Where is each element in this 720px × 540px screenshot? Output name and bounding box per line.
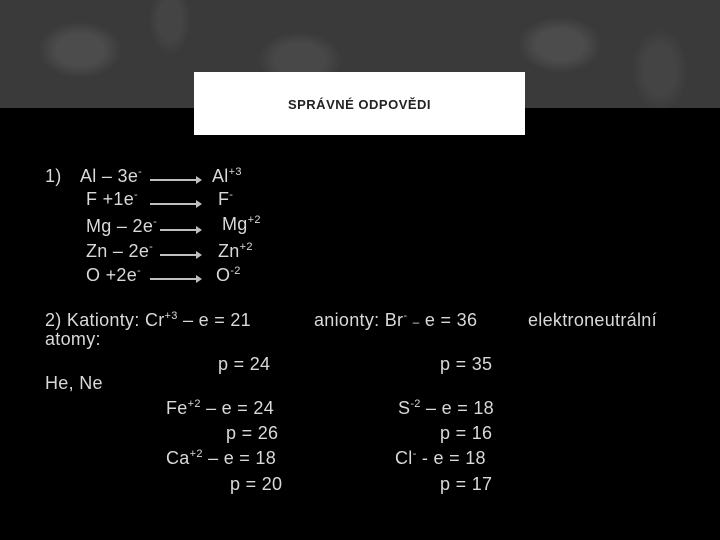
reaction-arrow-icon [150,179,200,181]
q1-row-left: Al – 3e- [80,166,143,186]
cr-protons: p = 24 [218,354,271,374]
title-box [194,72,525,135]
q1-number: 1) [45,166,62,186]
q1-row-right: $Al^{+3}$ [212,166,242,186]
q1-row-left: O +2e- [86,265,142,285]
atomy-label: atomy: [45,329,101,349]
fe-line: $Fe^{+2} - e = 24$ [166,398,275,418]
note-elektroneutralni: elektroneutrální [528,310,657,330]
q1-row-right: F- [218,189,234,209]
reaction-arrow-icon [150,278,200,280]
s-line: $S^{-2} - e = 18$ [398,398,494,418]
q1-row-left: Mg – 2e- [86,216,158,236]
kationty-cr: 2) Kationty: $Cr^{+3} - e = 21$ [45,310,251,330]
reaction-arrow-icon [160,229,200,231]
reaction-arrow-icon [150,203,200,205]
br-protons: p = 35 [440,354,493,374]
slide-title: SPRÁVNÉ ODPOVĚDI [287,97,432,112]
s-protons: p = 16 [440,423,493,443]
cl-line: Cl- - e = 18 [395,448,486,468]
cl-protons: p = 17 [440,474,493,494]
reaction-arrow-icon [160,254,200,256]
atomy-value: He, Ne [45,373,103,393]
fe-protons: p = 26 [226,423,279,443]
q1-row-right: $O^{-2}$ [216,265,241,285]
ca-line: $Ca^{+2} - e = 18$ [166,448,277,468]
q1-row-right: $Zn^{+2}$ [218,241,253,261]
q1-row-right: $Mg^{+2}$ [222,214,261,234]
anionty-br: anionty: Br- – e = 36 [314,310,478,330]
ca-protons: p = 20 [230,474,283,494]
q1-row-left: F +1e- [86,189,138,209]
q1-row-left: Zn – 2e- [86,241,154,261]
